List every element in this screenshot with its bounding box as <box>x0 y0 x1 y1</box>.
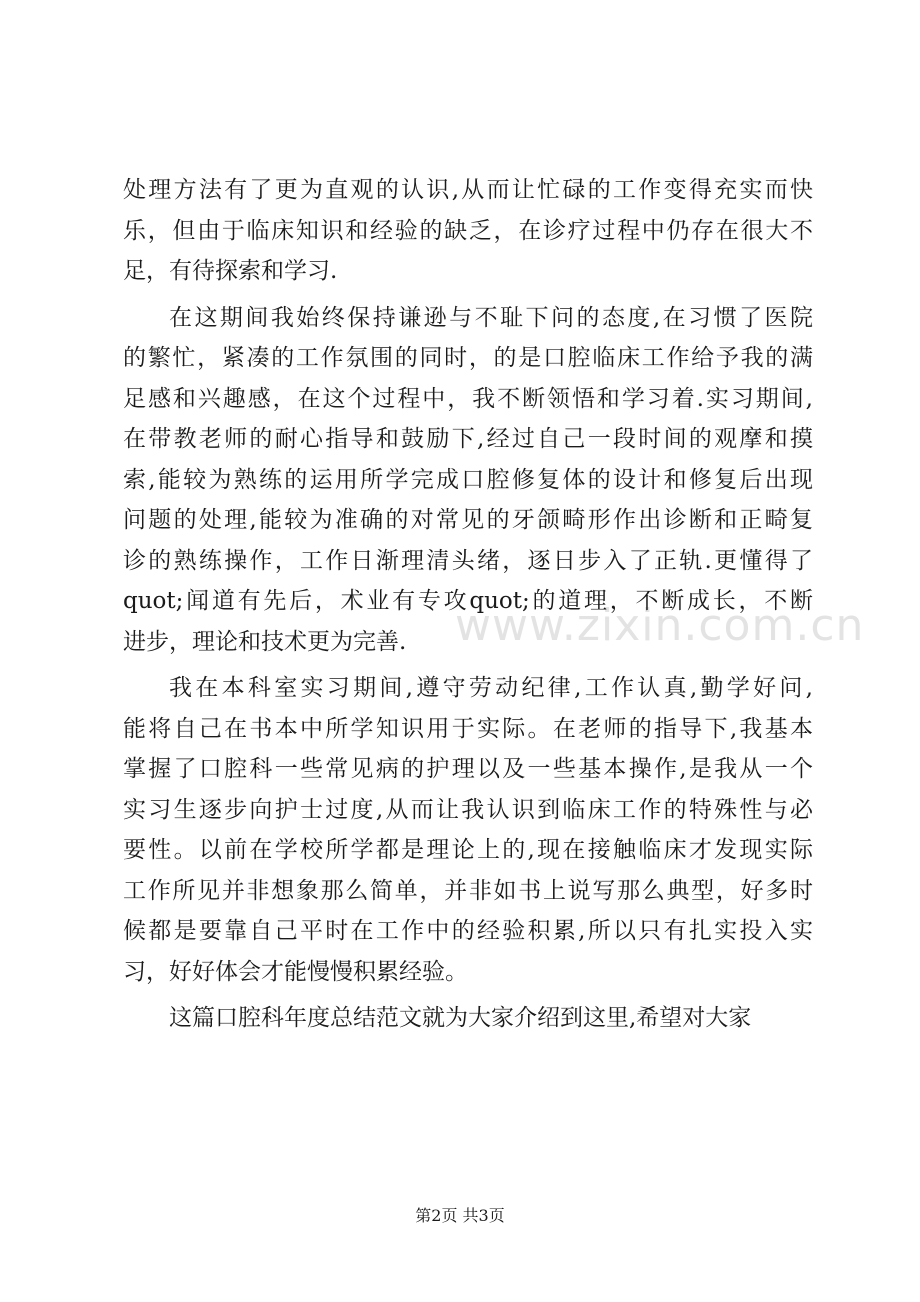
paragraph-3-line: 工作所见并非想象那么简单，并非如书上说写那么典型，好多时 <box>123 877 813 904</box>
paragraph-2-line: 索,能较为熟练的运用所学完成口腔修复体的设计和修复后出现 <box>123 466 813 493</box>
paragraph-3-line: 掌握了口腔科一些常见病的护理以及一些基本操作,是我从一个 <box>123 756 813 782</box>
paragraph-2-line: quot;闻道有先后，术业有专攻quot;的道理，不断成长，不断 <box>123 588 813 614</box>
paragraph-2-line: 诊的熟练操作，工作日渐理清头绪，逐日步入了正轨.更懂得了 <box>123 547 813 574</box>
paragraph-1-line: 乐，但由于临床知识和经验的缺乏，在诊疗过程中仍存在很大不 <box>123 217 813 244</box>
paragraph-2-line: 进步，理论和技术更为完善. <box>123 628 407 655</box>
paragraph-3-line: 习，好好体会才能慢慢积累经验。 <box>123 958 468 985</box>
document-body <box>123 170 813 1039</box>
paragraph-2-line: 的繁忙，紧凑的工作氛围的同时，的是口腔临床工作给予我的满 <box>123 345 813 371</box>
paragraph-1-line: 足，有待探索和学习. <box>123 258 338 284</box>
paragraph-3-line: 候都是要靠自己平时在工作中的经验积累,所以只有扎实投入实 <box>123 918 813 944</box>
paragraph-3-line: 我在本科室实习期间,遵守劳动纪律,工作认真,勤学好问, <box>169 675 813 701</box>
paragraph-3-line: 要性。以前在学校所学都是理论上的,现在接触临床才发现实际 <box>123 837 813 863</box>
paragraph-3-line: 实习生逐步向护士过度,从而让我认识到临床工作的特殊性与必 <box>123 796 813 823</box>
paragraph-3-line: 能将自己在书本中所学知识用于实际。在老师的指导下,我基本 <box>123 715 813 742</box>
paragraph-2-line: 在带教老师的耐心指导和鼓励下,经过自己一段时间的观摩和摸 <box>123 426 813 452</box>
paragraph-2-line: 问题的处理,能较为准确的对常见的牙颌畸形作出诊断和正畸复 <box>123 507 813 533</box>
paragraph-2-line: 在这期间我始终保持谦逊与不耻下问的态度,在习惯了医院 <box>169 304 813 331</box>
page-footer: 第2页 共3页 <box>415 1206 505 1225</box>
watermark: www.zixin.com.cn <box>455 600 865 651</box>
paragraph-2-line: 足感和兴趣感，在这个过程中，我不断领悟和学习着.实习期间, <box>123 385 813 412</box>
paragraph-4-line: 这篇口腔科年度总结范文就为大家介绍到这里,希望对大家 <box>169 1005 752 1031</box>
paragraph-1-line: 处理方法有了更为直观的认识,从而让忙碌的工作变得充实而快 <box>123 177 813 203</box>
